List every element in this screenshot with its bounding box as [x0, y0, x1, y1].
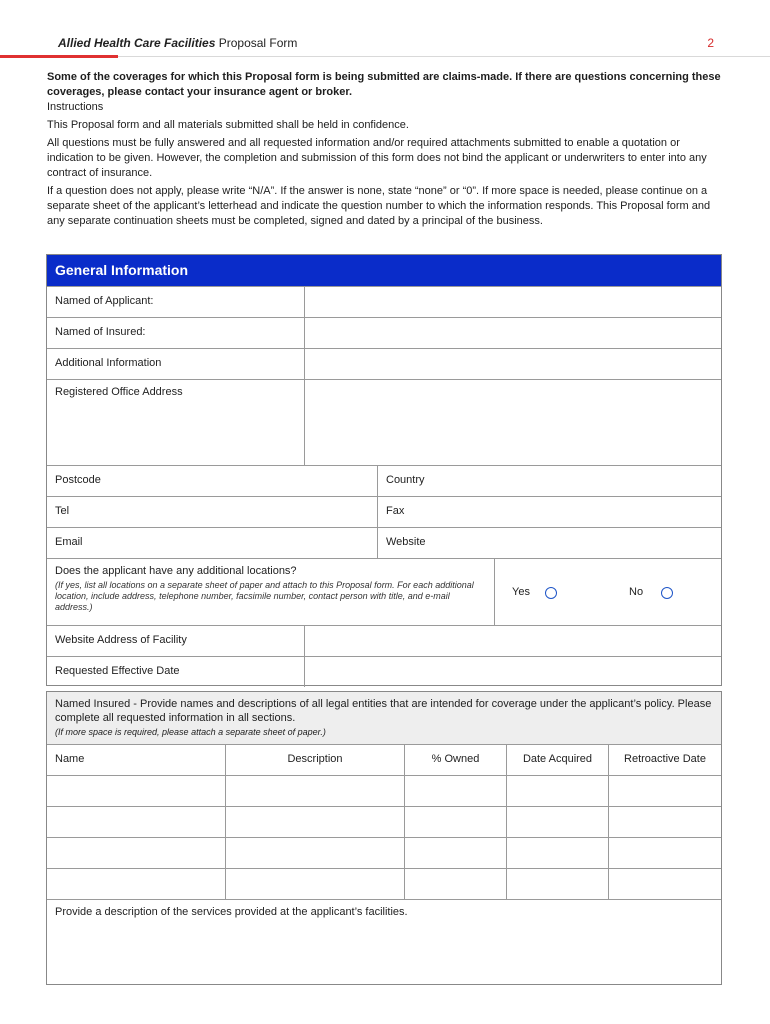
- form-name: Proposal Form: [218, 36, 298, 50]
- named-insured-instructions: [47, 692, 721, 744]
- named-insured-table: [46, 691, 722, 985]
- website-field[interactable]: Website: [386, 536, 426, 548]
- instructions-para-1: This Proposal form and all materials submitted shall be held in confidence.: [47, 119, 409, 131]
- row-email-website: [47, 527, 721, 558]
- label-website-facility: Website Address of Facility: [55, 634, 187, 646]
- services-description-prompt: Provide a description of the services provided at the applicant’s facilities.: [55, 906, 408, 918]
- instructions-para-3: If a question does not apply, please write “N/A”. If the answer is none, state “none” or “0”. If more space is needed, please continue on a separate sheet of the applicant’s letterhead and indicate the question number to which the information responds. This Proposal form and any separate continuation sheets must be completed, signed and dated by a principal of the business.: [47, 185, 711, 227]
- row-registered-address: [47, 379, 721, 465]
- label-additional-info: Additional Information: [55, 357, 162, 369]
- row-effective-date: [47, 656, 721, 687]
- section-title: General Information: [47, 255, 721, 286]
- email-field[interactable]: Email: [55, 536, 83, 548]
- col-name: Name: [55, 753, 85, 765]
- row-tel-fax: [47, 496, 721, 527]
- fax-field[interactable]: Fax: [386, 505, 405, 517]
- row-additional-locations: [47, 558, 721, 625]
- additional-locations-note: (If yes, list all locations on a separate sheet of paper and attach to this Proposal form. For each additional location, include address, telephone number, facsimile number, contact person with title, and e-mail address.): [55, 580, 474, 612]
- yes-label: Yes: [512, 586, 530, 598]
- named-applicant-field[interactable]: [305, 287, 721, 317]
- brand-name: Allied Health Care Facilities: [58, 36, 216, 50]
- table-row[interactable]: [47, 806, 721, 837]
- col-date-acquired: Date Acquired: [522, 753, 593, 765]
- general-information-table: [46, 254, 722, 686]
- row-additional-info: [47, 348, 721, 379]
- col-percent-owned: % Owned: [431, 753, 480, 765]
- registered-address-field[interactable]: [305, 380, 721, 465]
- row-applicant: [47, 286, 721, 317]
- yes-radio[interactable]: [545, 587, 557, 599]
- effective-date-field[interactable]: [305, 657, 721, 687]
- row-postcode-country: [47, 465, 721, 496]
- label-named-applicant: Named of Applicant:: [55, 295, 154, 307]
- intro-text: [47, 70, 727, 232]
- header-accent-bar: [0, 55, 118, 58]
- label-registered-address: Registered Office Address: [55, 386, 183, 398]
- named-insured-field[interactable]: [305, 318, 721, 348]
- page-header: [58, 36, 718, 50]
- no-label: No: [629, 586, 644, 598]
- services-description-box[interactable]: [47, 899, 721, 985]
- row-insured: [47, 317, 721, 348]
- table-row[interactable]: [47, 775, 721, 806]
- instructions-para-2: All questions must be fully answered and all requested information and/or required attachments submitted to enable a quotation or indication to be given. However, the completion and submission of this form does not bind the applicant or underwriters to enter into any contract of insurance.: [47, 137, 707, 179]
- website-facility-field[interactable]: [305, 626, 721, 656]
- table-row[interactable]: [47, 868, 721, 899]
- named-insured-note: (If more space is required, please attach a separate sheet of paper.): [55, 727, 326, 737]
- no-radio[interactable]: [661, 587, 673, 599]
- named-insured-instruction-text: Named Insured - Provide names and descriptions of all legal entities that are intended for coverage under the applicant’s policy. Please complete all requested information in all sections.: [55, 698, 712, 724]
- label-named-insured: Named of Insured:: [55, 326, 146, 338]
- row-website-facility: [47, 625, 721, 656]
- additional-locations-label: Does the applicant have any additional locations?: [55, 565, 297, 577]
- postcode-field[interactable]: Postcode: [55, 474, 101, 486]
- col-retroactive-date: Retroactive Date: [624, 753, 706, 765]
- additional-locations-question: [47, 559, 494, 625]
- table-row[interactable]: [47, 837, 721, 868]
- col-description: Description: [287, 753, 343, 765]
- additional-info-field[interactable]: [305, 349, 721, 379]
- country-field[interactable]: Country: [386, 474, 425, 486]
- label-effective-date: Requested Effective Date: [55, 665, 180, 677]
- page-number: 2: [707, 36, 714, 50]
- named-insured-header-row: [47, 744, 721, 775]
- instructions-heading: Instructions: [47, 101, 104, 113]
- tel-field[interactable]: Tel: [55, 505, 70, 517]
- claims-made-notice: Some of the coverages for which this Proposal form is being submitted are claims-made. If there are questions concerning these coverages, please contact your insurance agent or broker.: [47, 71, 721, 98]
